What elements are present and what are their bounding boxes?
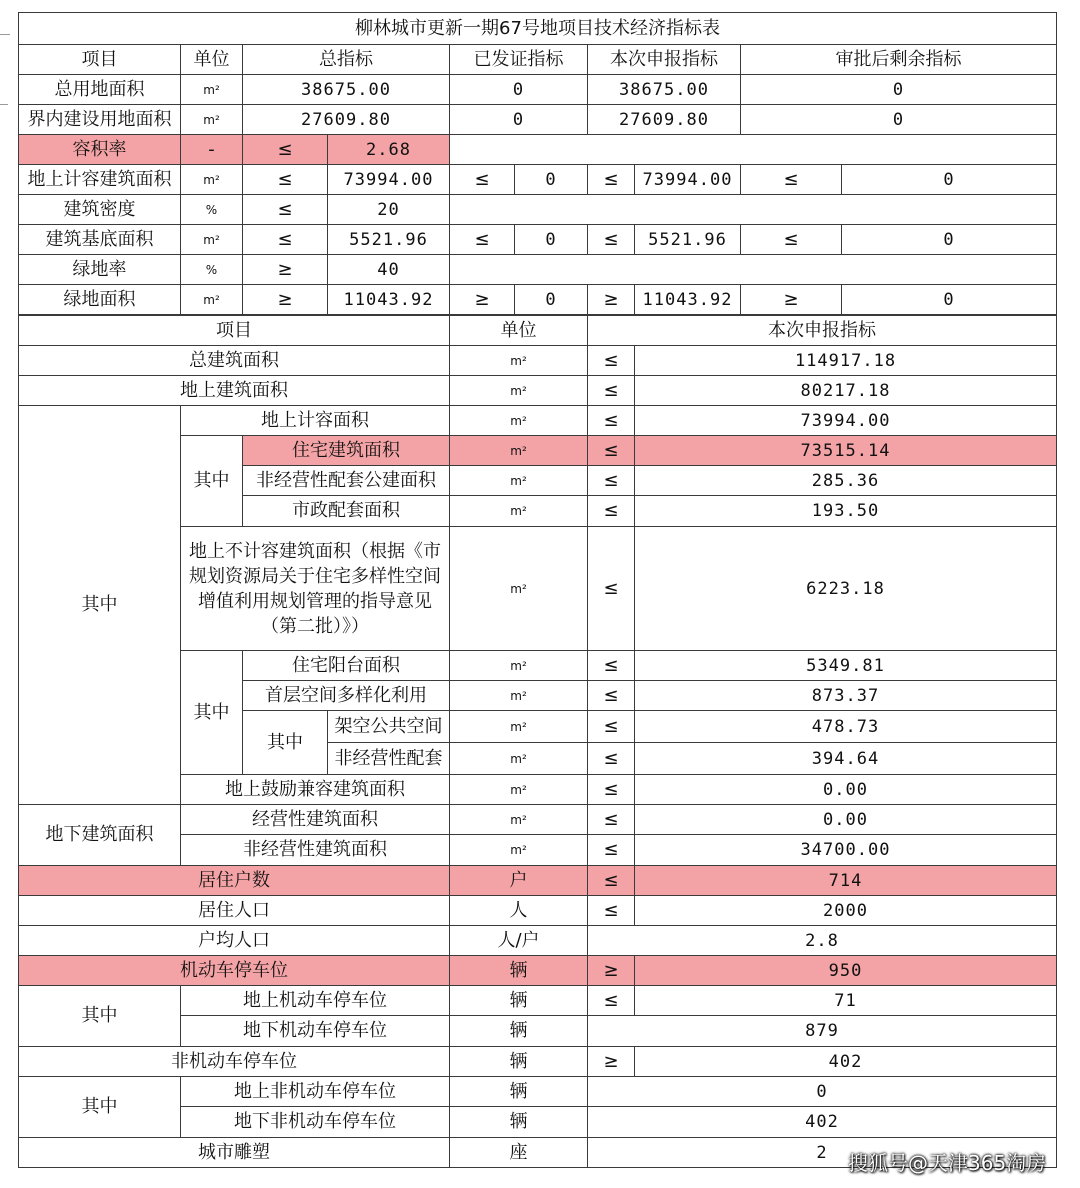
row-operator: ≤ — [587, 405, 635, 436]
row-label: 非机动车停车位 — [18, 1046, 450, 1077]
header-item: 项目 — [18, 44, 181, 75]
row-unit: m² — [449, 375, 588, 406]
row-operator: ≤ — [242, 164, 328, 195]
row-label: 地上鼓励兼容建筑面积 — [180, 774, 450, 805]
row-value: 2 — [587, 1137, 1057, 1168]
row-total: 5521.96 — [327, 224, 450, 255]
row-operator: ≤ — [587, 742, 635, 775]
row-label: 绿地率 — [18, 254, 181, 285]
row-label: 地上计容面积 — [180, 405, 450, 436]
row-unit: m² — [449, 435, 588, 466]
header-unit: 单位 — [180, 44, 243, 75]
row-operator: ≤ — [587, 804, 635, 835]
row-operator: ≤ — [587, 465, 635, 496]
row-total: 11043.92 — [327, 284, 450, 315]
row-value: 34700.00 — [634, 834, 1057, 866]
row-operator: ≤ — [587, 774, 635, 805]
row-current: 73994.00 — [634, 164, 741, 195]
row-operator: ≤ — [587, 526, 635, 651]
row-remaining: 0 — [740, 74, 1057, 105]
row-issued-operator: ≤ — [449, 164, 515, 195]
row-unit: m² — [449, 710, 588, 743]
row-value: 478.73 — [634, 710, 1057, 743]
row-unit: m² — [449, 742, 588, 775]
header-remaining: 审批后剩余指标 — [740, 44, 1057, 75]
row-value: 402 — [634, 1046, 1057, 1077]
row-label: 总用地面积 — [18, 74, 181, 105]
indicator-table — [18, 12, 1057, 1174]
row-total: 20 — [327, 194, 450, 225]
row-issued-operator: ≥ — [449, 284, 515, 315]
row-label: 住宅阳台面积 — [242, 650, 450, 681]
row-value: 950 — [634, 955, 1057, 986]
row-total: 40 — [327, 254, 450, 285]
row-unit: 辆 — [449, 1106, 588, 1138]
row-label: 住宅建筑面积 — [242, 435, 450, 466]
header-total: 总指标 — [242, 44, 450, 75]
row-label: 机动车停车位 — [18, 955, 450, 986]
row-remaining-operator: ≤ — [740, 164, 842, 195]
row-value: 402 — [587, 1106, 1057, 1138]
row-value: 879 — [587, 1015, 1057, 1047]
row-label: 居住人口 — [18, 895, 450, 926]
row-unit: m² — [180, 224, 243, 255]
row-unit: 座 — [449, 1137, 588, 1168]
row-value: 2.8 — [587, 925, 1057, 956]
row-operator: ≤ — [587, 650, 635, 681]
row-operator: ≤ — [242, 224, 328, 255]
row-current-operator: ≤ — [587, 224, 635, 255]
row-current-operator: ≤ — [587, 164, 635, 195]
row-total: 73994.00 — [327, 164, 450, 195]
empty-cell — [449, 254, 1057, 285]
row-current: 5521.96 — [634, 224, 741, 255]
row-unit: 辆 — [449, 985, 588, 1016]
empty-cell — [449, 194, 1057, 225]
row-operator: ≤ — [587, 895, 635, 926]
row-unit: m² — [180, 164, 243, 195]
row-operator: ≤ — [587, 865, 635, 896]
row-label: 非经营性建筑面积 — [180, 834, 450, 866]
group-label-qizhong: 其中 — [18, 985, 181, 1047]
row-label: 界内建设用地面积 — [18, 104, 181, 135]
row-operator: ≤ — [587, 710, 635, 743]
row-label: 地上机动车停车位 — [180, 985, 450, 1016]
row-unit: m² — [449, 680, 588, 711]
row-label-multiline: 地上不计容建筑面积（根据《市规划资源局关于住宅多样性空间增值利用规划管理的指导意见（第二批）》） — [180, 526, 450, 651]
row-operator: ≤ — [587, 375, 635, 406]
row-unit: 辆 — [449, 1015, 588, 1047]
row-label: 容积率 — [18, 134, 181, 165]
row-label: 架空公共空间 — [327, 710, 450, 743]
row-unit: 辆 — [449, 955, 588, 986]
row-operator: ≤ — [587, 985, 635, 1016]
row-issued: 0 — [514, 284, 588, 315]
bottom-header-item: 项目 — [18, 315, 450, 346]
row-label: 城市雕塑 — [18, 1137, 450, 1168]
row-value: 0.00 — [634, 804, 1057, 835]
row-unit: m² — [449, 495, 588, 527]
row-label: 地上计容建筑面积 — [18, 164, 181, 195]
row-unit: 辆 — [449, 1046, 588, 1077]
row-value: 114917.18 — [634, 345, 1057, 376]
row-label: 地上建筑面积 — [18, 375, 450, 406]
row-operator: ≤ — [587, 495, 635, 527]
row-value: 714 — [634, 865, 1057, 896]
row-label: 非经营性配套 — [327, 742, 450, 775]
header-current: 本次申报指标 — [587, 44, 741, 75]
row-value: 0.00 — [634, 774, 1057, 805]
row-value: 394.64 — [634, 742, 1057, 775]
group-label-qizhong: 其中 — [18, 405, 181, 805]
row-unit: % — [180, 194, 243, 225]
row-value: 5349.81 — [634, 650, 1057, 681]
row-issued: 0 — [514, 164, 588, 195]
row-unit: m² — [449, 405, 588, 436]
row-unit: m² — [449, 465, 588, 496]
row-remaining: 0 — [740, 104, 1057, 135]
row-unit: 人 — [449, 895, 588, 926]
group-label-qizhong: 其中 — [180, 435, 243, 527]
row-value: 285.36 — [634, 465, 1057, 496]
row-unit: m² — [449, 526, 588, 651]
margin-mark — [0, 104, 8, 105]
row-value: 73515.14 — [634, 435, 1057, 466]
row-unit: m² — [449, 834, 588, 866]
table-title: 柳林城市更新一期67号地项目技术经济指标表 — [18, 12, 1057, 45]
row-issued: 0 — [514, 224, 588, 255]
row-label: 市政配套面积 — [242, 495, 450, 527]
row-unit: - — [180, 134, 243, 165]
row-label: 地下机动车停车位 — [180, 1015, 450, 1047]
row-unit: 户 — [449, 865, 588, 896]
row-operator: ≤ — [587, 435, 635, 466]
row-unit: m² — [180, 74, 243, 105]
row-issued: 0 — [449, 74, 588, 105]
row-label: 建筑基底面积 — [18, 224, 181, 255]
row-operator: ≥ — [242, 254, 328, 285]
row-remaining: 0 — [841, 164, 1057, 195]
row-label: 经营性建筑面积 — [180, 804, 450, 835]
row-label: 绿地面积 — [18, 284, 181, 315]
row-unit: 辆 — [449, 1076, 588, 1107]
row-unit: m² — [180, 284, 243, 315]
group-label-qizhong: 其中 — [242, 710, 328, 775]
watermark: 搜狐号@天津365淘房 — [848, 1151, 1047, 1175]
row-issued: 0 — [449, 104, 588, 135]
row-remaining: 0 — [841, 284, 1057, 315]
row-unit: m² — [449, 650, 588, 681]
row-unit: % — [180, 254, 243, 285]
group-label-underground: 地下建筑面积 — [18, 804, 181, 866]
row-value: 2000 — [634, 895, 1057, 926]
empty-cell — [449, 134, 1057, 165]
row-remaining-operator: ≥ — [740, 284, 842, 315]
row-current: 11043.92 — [634, 284, 741, 315]
row-operator: ≤ — [587, 345, 635, 376]
row-label: 地上非机动车停车位 — [180, 1076, 450, 1107]
row-current-operator: ≥ — [587, 284, 635, 315]
group-label-qizhong: 其中 — [180, 650, 243, 775]
row-value: 71 — [634, 985, 1057, 1016]
row-total: 38675.00 — [242, 74, 450, 105]
row-total: 27609.80 — [242, 104, 450, 135]
row-remaining: 0 — [841, 224, 1057, 255]
row-label: 首层空间多样化利用 — [242, 680, 450, 711]
row-remaining-operator: ≤ — [740, 224, 842, 255]
row-total: 2.68 — [327, 134, 450, 165]
row-label: 地下非机动车停车位 — [180, 1106, 450, 1138]
row-operator: ≥ — [587, 1046, 635, 1077]
row-value: 873.37 — [634, 680, 1057, 711]
row-unit: m² — [449, 345, 588, 376]
row-operator: ≤ — [242, 194, 328, 225]
margin-tick — [0, 34, 10, 35]
header-issued: 已发证指标 — [449, 44, 588, 75]
row-value: 0 — [587, 1076, 1057, 1107]
row-operator: ≤ — [587, 680, 635, 711]
row-value: 80217.18 — [634, 375, 1057, 406]
bottom-header-unit: 单位 — [449, 315, 588, 346]
row-unit: m² — [449, 774, 588, 805]
row-value: 193.50 — [634, 495, 1057, 527]
row-operator: ≥ — [587, 955, 635, 986]
row-label: 非经营性配套公建面积 — [242, 465, 450, 496]
row-operator: ≤ — [587, 834, 635, 866]
row-label: 建筑密度 — [18, 194, 181, 225]
row-unit: m² — [449, 804, 588, 835]
group-label-qizhong: 其中 — [18, 1076, 181, 1138]
row-unit: m² — [180, 104, 243, 135]
row-issued-operator: ≤ — [449, 224, 515, 255]
row-operator: ≥ — [242, 284, 328, 315]
row-label: 居住户数 — [18, 865, 450, 896]
row-operator: ≤ — [242, 134, 328, 165]
row-label: 户均人口 — [18, 925, 450, 956]
row-current: 38675.00 — [587, 74, 741, 105]
row-value: 6223.18 — [634, 526, 1057, 651]
bottom-header-current: 本次申报指标 — [587, 315, 1057, 346]
row-value: 73994.00 — [634, 405, 1057, 436]
row-unit: 人/户 — [449, 925, 588, 956]
row-current: 27609.80 — [587, 104, 741, 135]
row-label: 总建筑面积 — [18, 345, 450, 376]
